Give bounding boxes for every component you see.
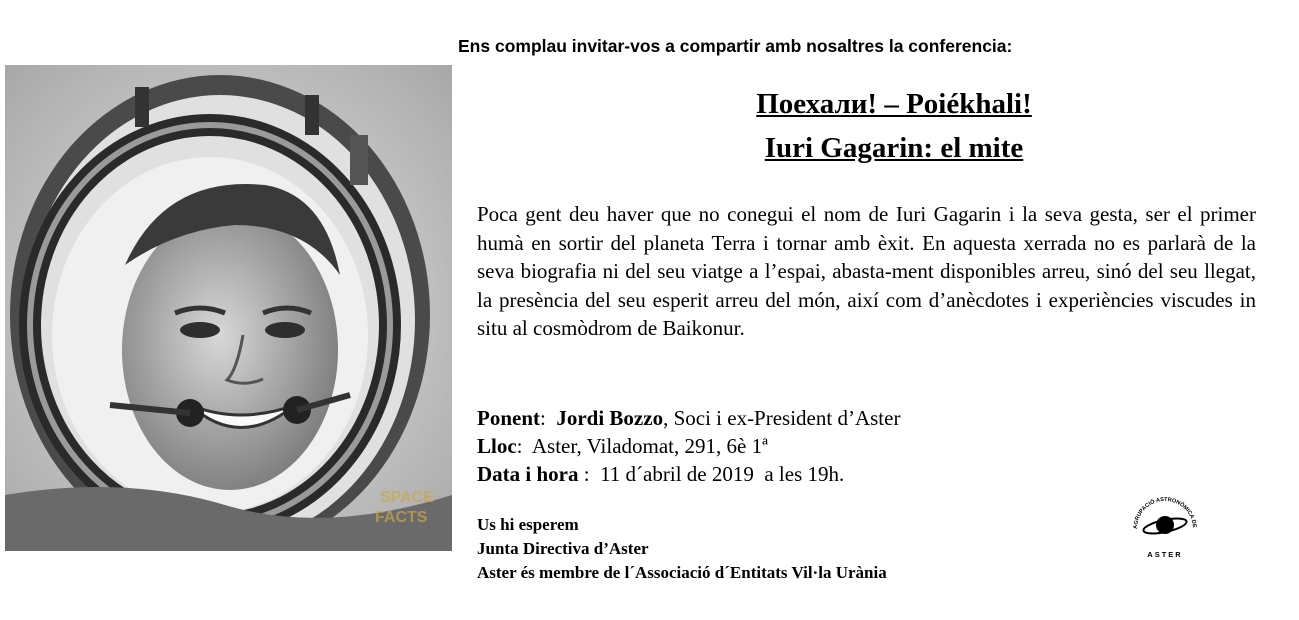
- saturn-logo-icon: [1125, 485, 1205, 565]
- watermark-text: SPACE: [380, 489, 434, 506]
- membership-note: Aster és membre de l´Associació d´Entitats Vil·la Urània: [477, 563, 887, 582]
- speaker-label: Ponent: [477, 406, 540, 430]
- signature-board: Junta Directiva d’Aster: [477, 539, 649, 558]
- svg-text:FACTS: FACTS: [375, 509, 428, 526]
- conference-title-line2: Iuri Gagarin: el mite: [764, 132, 1024, 164]
- speaker-role: , Soci i ex-President d’Aster: [663, 406, 901, 430]
- closing-line: Us hi esperem: [477, 515, 579, 534]
- conference-description: Poca gent deu haver que no conegui el nom de Iuri Gagarin i la seva gesta, ser el primer humà en sortir del planeta Terra i tornar amb èxit. En aquesta xerrada no es parlarà de la seva biografia ni del seu viatge a l’espai, abasta-ment disponibles arreu, sinó del seu llegat, la presència del seu esperit arreu del món, així com d’anècdotes i experiències viscudes in situ al cosmòdrom de Baikonur.: [477, 202, 1256, 340]
- logo-name: ASTER: [1147, 550, 1183, 559]
- location-line: Lloc: Aster, Viladomat, 291, 6è 1ª: [477, 434, 768, 458]
- location-label: Lloc: [477, 434, 517, 458]
- datetime-line: [477, 462, 844, 487]
- invitation-intro: Ens complau invitar-vos a compartir amb nosaltres la conferencia:: [458, 36, 1013, 56]
- speaker-line: Ponent: Jordi Bozzo, Soci i ex-President d’Aster: [477, 406, 901, 430]
- datetime-label: Data i hora: [477, 462, 579, 486]
- logo-ring-text: AGRUPACIÓ ASTRONÒMICA DE: [1132, 496, 1198, 530]
- conference-title-line1: Поехали! – Poiékhali!: [756, 88, 1032, 120]
- datetime-value: : 11 d´abril de 2019 a les 19h.: [578, 462, 845, 486]
- speaker-name: Jordi Bozzo: [556, 406, 664, 430]
- location-value: Aster, Viladomat, 291, 6è 1ª: [522, 434, 768, 458]
- aster-logo: [1125, 485, 1205, 565]
- gagarin-photo: [5, 65, 452, 551]
- astronaut-portrait-image: [5, 65, 452, 551]
